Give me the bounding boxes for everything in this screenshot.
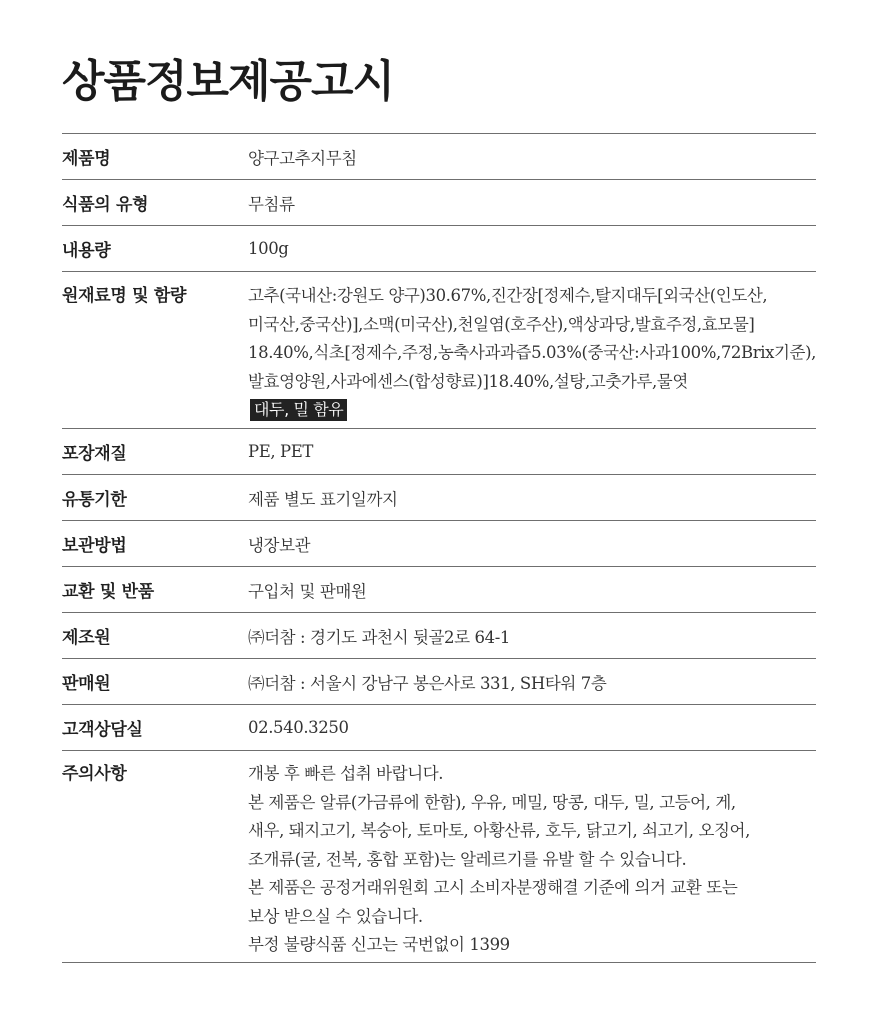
value-customer-service: 02.540.3250 [248,718,349,737]
label-expiry: 유통기한 [62,490,127,510]
value-caution [248,760,816,960]
ingredients-line: 미국산,중국산)],소맥(미국산),천일염(호주산),액상과당,발효주정,효모물] [248,314,755,334]
row-exchange [62,567,816,613]
value-manufacturer: ㈜더참 : 경기도 과천시 뒷골2로 64-1 [248,627,510,647]
row-customer-service [62,705,816,751]
value-expiry: 제품 별도 표기일까지 [248,489,398,509]
info-table [62,133,816,963]
value-storage: 냉장보관 [248,535,311,555]
label-storage: 보관방법 [62,536,127,556]
caution-line: 개봉 후 빠른 섭취 바랍니다. [248,764,444,783]
row-storage [62,521,816,567]
label-customer-service: 고객상담실 [62,720,143,740]
label-exchange: 교환 및 반품 [62,582,154,602]
caution-line: 새우, 돼지고기, 복숭아, 토마토, 아황산류, 호두, 닭고기, 쇠고기, 오징어, [248,821,750,840]
value-packaging: PE, PET [248,442,313,461]
ingredients-line: 발효영양원,사과에센스(합성향료)]18.40%,설탕,고춧가루,물엿 [248,371,688,391]
row-caution [62,751,816,963]
row-seller [62,659,816,705]
value-food-type: 무침류 [248,194,295,214]
row-food-type [62,180,816,226]
page-title: 상품정보제공고시 [62,56,395,107]
row-product-name [62,134,816,180]
caution-line: 부정 불량식품 신고는 국번없이 1399 [248,935,510,954]
value-seller: ㈜더참 : 서울시 강남구 봉은사로 331, SH타워 7층 [248,673,607,693]
label-packaging: 포장재질 [62,444,127,464]
ingredients-line: 18.40%,식초[정제수,주정,농축사과과즙5.03%(중국산:사과100%,72Brix기준), [248,343,816,362]
row-expiry [62,475,816,521]
label-food-type: 식품의 유형 [62,195,149,215]
label-manufacturer: 제조원 [62,628,111,648]
row-ingredients [62,272,816,429]
label-seller: 판매원 [62,674,111,694]
row-volume [62,226,816,272]
ingredients-line: 고추(국내산:강원도 양구)30.67%,진간장[정제수,탈지대두[외국산(인도산, [248,286,768,305]
label-volume: 내용량 [62,241,111,261]
label-product-name: 제품명 [62,149,111,169]
value-ingredients [248,282,816,425]
value-product-name: 양구고추지무침 [248,148,357,168]
value-volume: 100g [248,239,289,258]
row-manufacturer [62,613,816,659]
caution-line: 조개류(굴, 전복, 홍합 포함)는 알레르기를 유발 할 수 있습니다. [248,849,687,869]
allergen-badge: 대두, 밀 함유 [250,399,347,421]
row-packaging [62,429,816,475]
product-info-notice [62,0,816,963]
caution-line: 보상 받으실 수 있습니다. [248,906,423,926]
label-caution: 주의사항 [62,764,127,784]
caution-line: 본 제품은 공정거래위원회 고시 소비자분쟁해결 기준에 의거 교환 또는 [248,878,738,897]
label-ingredients: 원재료명 및 함량 [62,286,187,306]
value-exchange: 구입처 및 판매원 [248,581,367,601]
caution-line: 본 제품은 알류(가금류에 한함), 우유, 메밀, 땅콩, 대두, 밀, 고등어, 게, [248,792,736,812]
